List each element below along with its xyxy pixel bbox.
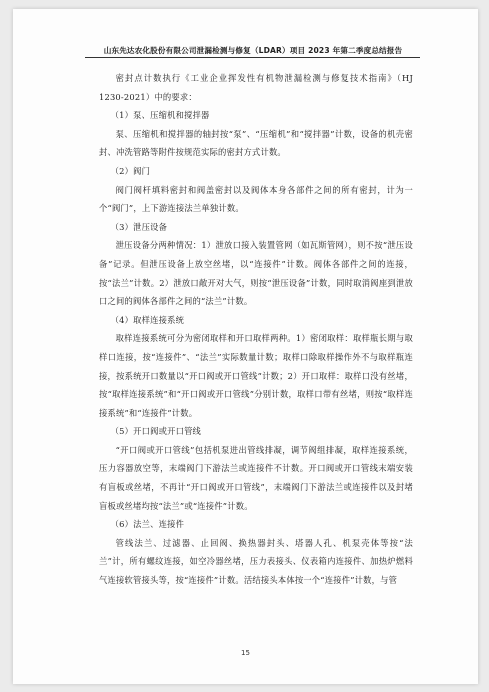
document-body bbox=[99, 69, 413, 590]
section-heading-open-ended-lines: （5）开口阀或开口管线 bbox=[110, 426, 202, 437]
paragraph-relief-devices: 泄压设备分两种情况：1）泄放口接入装置管网（如瓦斯管网），则不按“泄压设备”记录。但泄压设备上放空丝堵，以“连接件”计数。阀体各部件之间的连接，按“法兰”计数。2）泄放口敞开对大气，则按“泄压设备”计数，同时取消阀座到泄放口之间的阀体各部件之间的“法兰”计数。 bbox=[99, 240, 413, 307]
section-heading-sampling: （4）取样连接系统 bbox=[110, 314, 185, 325]
section-heading-flanges-connectors: （6）法兰、连接件 bbox=[110, 519, 185, 530]
paragraph-sampling: 取样连接系统可分为密闭取样和开口取样两种。1）密闭取样：取样瓶长期与取样口连接，按“连接件”、“法兰”实际数量计数；取样口除取样操作外不与取样瓶连接，按系统开口数量以“开口阀或开口管线”计数；2）开口取样：取样口没有丝堵，按“取样连接系统”和“开口阀或开口管线”分别计数，取样口带有丝堵，则按“取样连接系统”和“连接件”计数。 bbox=[99, 333, 413, 418]
running-header: 山东先达农化股份有限公司泄漏检测与修复（LDAR）项目 2023 年第二季度总结报告 bbox=[103, 46, 403, 55]
section-heading-valves: （2）阀门 bbox=[110, 165, 151, 176]
section-heading-relief-devices: （3）泄压设备 bbox=[110, 221, 168, 232]
page-number: 15 bbox=[241, 649, 250, 657]
paragraph-pumps: 泵、压缩机和搅拌器的轴封按“泵”、“压缩机”和“搅拌器”计数，设备的机壳密封、冲洗管路等附件按规范实际的密封方式计数。 bbox=[99, 128, 413, 158]
intro-paragraph: 密封点计数执行《工业企业挥发性有机物泄漏检测与修复技术指南》（HJ 1230-2021）中的要求： bbox=[99, 73, 413, 102]
paragraph-open-ended-lines: “开口阀或开口管线”包括机泵进出管线排凝，调节阀组排凝，取样连接系统，压力容器放空等，末端阀门下游法兰或连接件不计数。开口阀或开口管线末端安装有盲板或丝堵，不再计“开口阀或开口管线”，末端阀门下游法兰或连接件以及封堵盲板或丝堵均按“法兰”或“连接件”计数。 bbox=[99, 444, 413, 511]
header-divider bbox=[85, 57, 420, 58]
document-page bbox=[13, 9, 478, 684]
section-heading-pumps: （1）泵、压缩机和搅拌器 bbox=[110, 110, 210, 121]
paragraph-flanges-connectors: 管线法兰、过滤器、止回阀、换热器封头、塔器人孔、机泵壳体等按“法兰”计，所有螺纹连接，如空冷器丝堵，压力表接头、仪表箱内连接件、加热炉燃料气连接软管接头等，按“连接件”计数。活结接头本体按一个“连接件”计数，与管 bbox=[99, 537, 413, 586]
paragraph-valves: 阀门阀杆填料密封和阀盖密封以及阀体本身各部件之间的所有密封，计为一个“阀门”，上下游连接法兰单独计数。 bbox=[99, 184, 413, 214]
